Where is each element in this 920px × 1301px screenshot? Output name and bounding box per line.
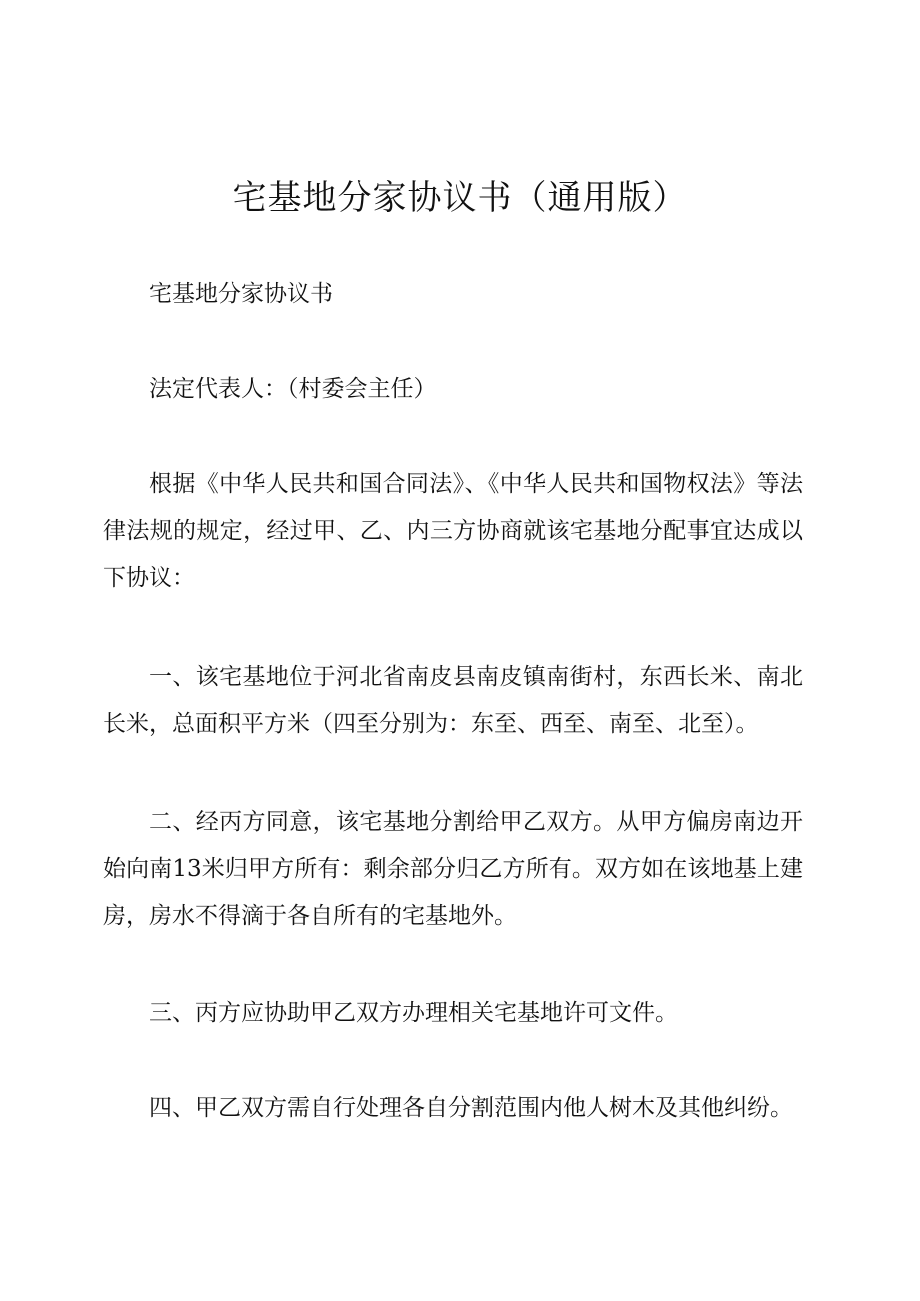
document-subtitle: 宅基地分家协议书 (149, 281, 333, 307)
clause-2: 二、经丙方同意，该宅基地分割给甲乙双方。从甲方偏房南边开始向南13米归甲方所有：剩余部分归乙方所有。双方如在该地基上建房，房水不得滴于各自所有的宅基地外。 (103, 809, 803, 929)
intro-paragraph: 根据《中华人民共和国合同法》、《中华人民共和国物权法》等法律法规的规定，经过甲、乙、内三方协商就该宅基地分配事宜达成以下协议： (103, 471, 803, 591)
clause-1: 一、该宅基地位于河北省南皮县南皮镇南街村，东西长米、南北长米，总面积平方米（四至分别为：东至、西至、南至、北至）。 (103, 664, 803, 737)
clause-4: 四、甲乙双方需自行处理各自分割范围内他人树木及其他纠纷。 (149, 1095, 793, 1121)
legal-representative-line: 法定代表人：（村委会主任） (149, 376, 437, 402)
document-title: 宅基地分家协议书（通用版） (232, 178, 688, 218)
clause-3: 三、丙方应协助甲乙双方办理相关宅基地许可文件。 (149, 1000, 678, 1026)
